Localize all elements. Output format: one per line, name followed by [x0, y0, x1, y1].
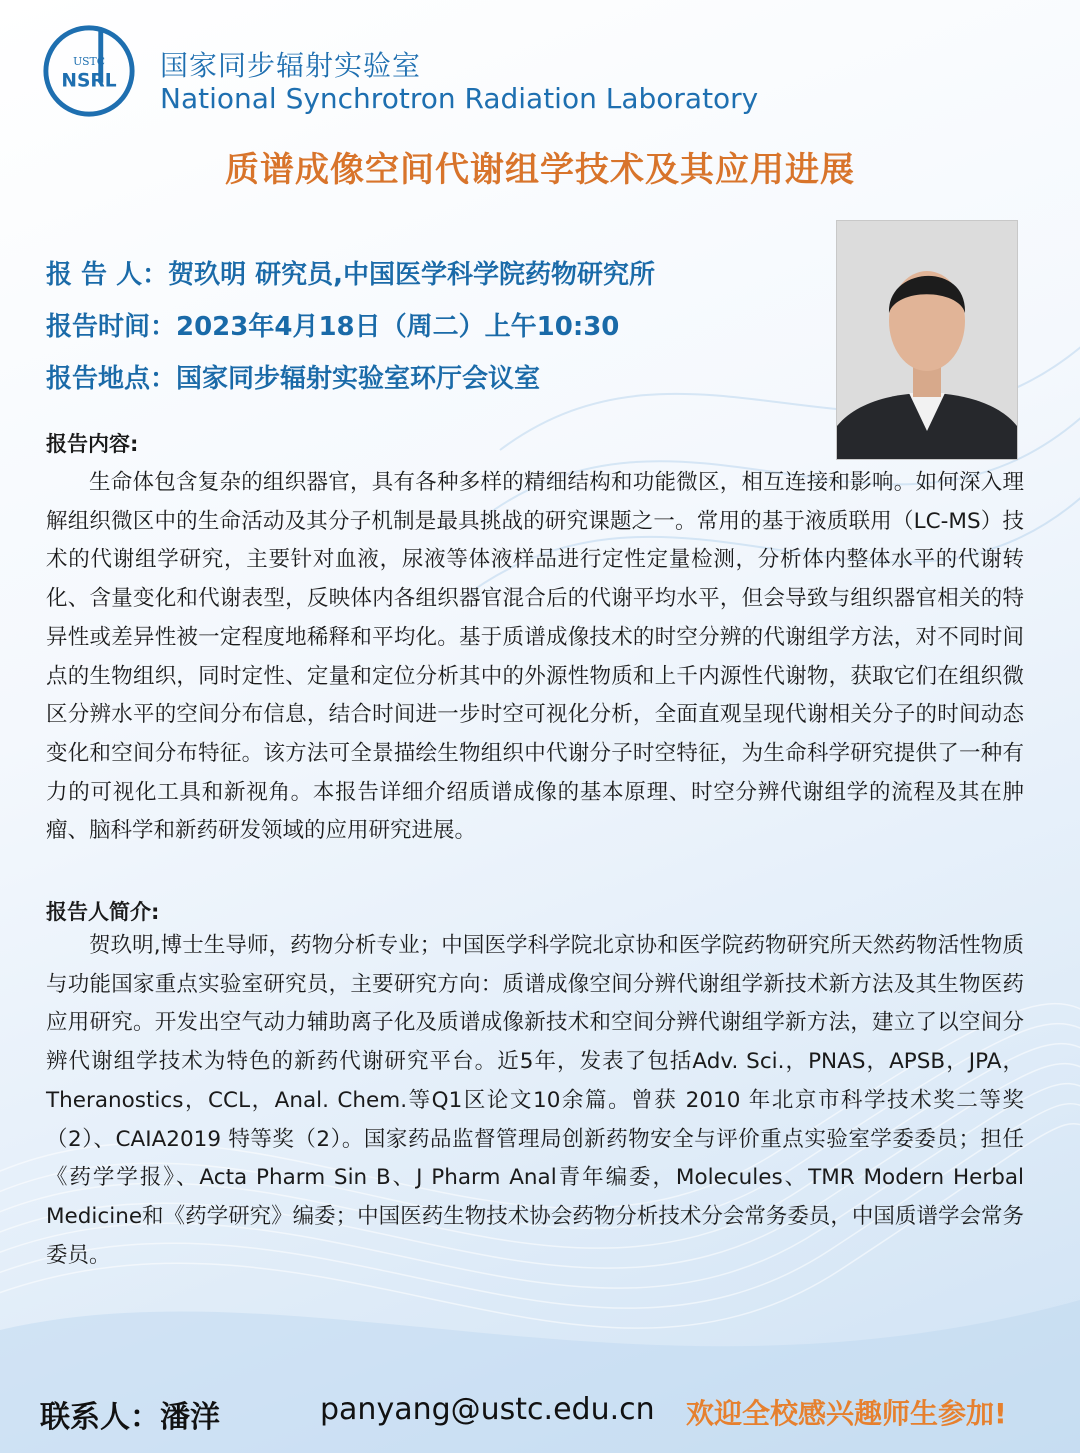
- time-line: 报告时间：2023年4月18日（周二）上午10:30: [46, 312, 620, 342]
- talk-title: 质谱成像空间代谢组学技术及其应用进展: [225, 150, 855, 190]
- bio-label: 报告人简介:: [46, 900, 160, 924]
- location-line: 报告地点：国家同步辐射实验室环厅会议室: [46, 364, 541, 394]
- contact-email[interactable]: panyang@ustc.edu.cn: [320, 1392, 655, 1427]
- logo-main-text: NSRL: [61, 70, 117, 92]
- contact-person: 联系人：潘洋: [40, 1400, 220, 1435]
- speaker-line: 报 告 人：贺玖明 研究员,中国医学科学院药物研究所: [46, 260, 656, 290]
- welcome-text: 欢迎全校感兴趣师生参加!: [686, 1397, 1007, 1430]
- lab-name-en: National Synchrotron Radiation Laboratory: [160, 82, 759, 115]
- lab-name-cn: 国家同步辐射实验室: [160, 49, 422, 82]
- content-label: 报告内容:: [46, 432, 139, 456]
- speaker-photo: [836, 220, 1018, 460]
- bio-paragraph: 贺玖明,博士生导师，药物分析专业；中国医学科学院北京协和医学院药物研究所天然药物活性物质与功能国家重点实验室研究员，主要研究方向：质谱成像空间分辨代谢组学新技术新方法及其生物医药应用研究。开发出空气动力辅助离子化及质谱成像新技术和空间分辨代谢组学新方法，建立了以空间分辨代谢组学技术为特色的新药代谢研究平台。近5年，发表了包括Adv. Sci.，PNAS，APSB，JPA，Theranostics，CCL，Anal. Chem.等Q1区论文10余篇。曾获 2010 年北京市科学技术奖二等奖（2）、CAIA2019 特等奖（2）。国家药品监督管理局创新药物安全与评价重点实验室学委委员；担任《药学学报》、Acta Pharm Sin B、J Pharm Anal青年编委，Molecules、TMR Modern Herbal Medicine和《药学研究》编委；中国医药生物技术协会药物分析技术分会常务委员，中国质谱学会常务委员。: [46, 933, 1024, 1268]
- content-paragraph: 生命体包含复杂的组织器官，具有各种多样的精细结构和功能微区，相互连接和影响。如何深入理解组织微区中的生命活动及其分子机制是最具挑战的研究课题之一。常用的基于液质联用（LC-MS）技术的代谢组学研究，主要针对血液，尿液等体液样品进行定性定量检测，分析体内整体水平的代谢转化、含量变化和代谢表型，反映体内各组织器官混合后的代谢平均水平，但会导致与组织器官相关的特异性或差异性被一定程度地稀释和平均化。基于质谱成像技术的时空分辨的代谢组学方法，对不同时间点的生物组织，同时定性、定量和定位分析其中的外源性物质和上千内源性代谢物，获取它们在组织微区分辨水平的空间分布信息，结合时间进一步时空可视化分析，全面直观呈现代谢相关分子的时间动态变化和空间分布特征。该方法可全景描绘生物组织中代谢分子时空特征，为生命科学研究提供了一种有力的可视化工具和新视角。本报告详细介绍质谱成像的基本原理、时空分辨代谢组学的流程及其在肿瘤、脑科学和新药研发领域的应用研究进展。: [46, 470, 1024, 844]
- nsrl-logo-icon: [40, 22, 138, 120]
- logo-top-text: USTC: [73, 55, 105, 69]
